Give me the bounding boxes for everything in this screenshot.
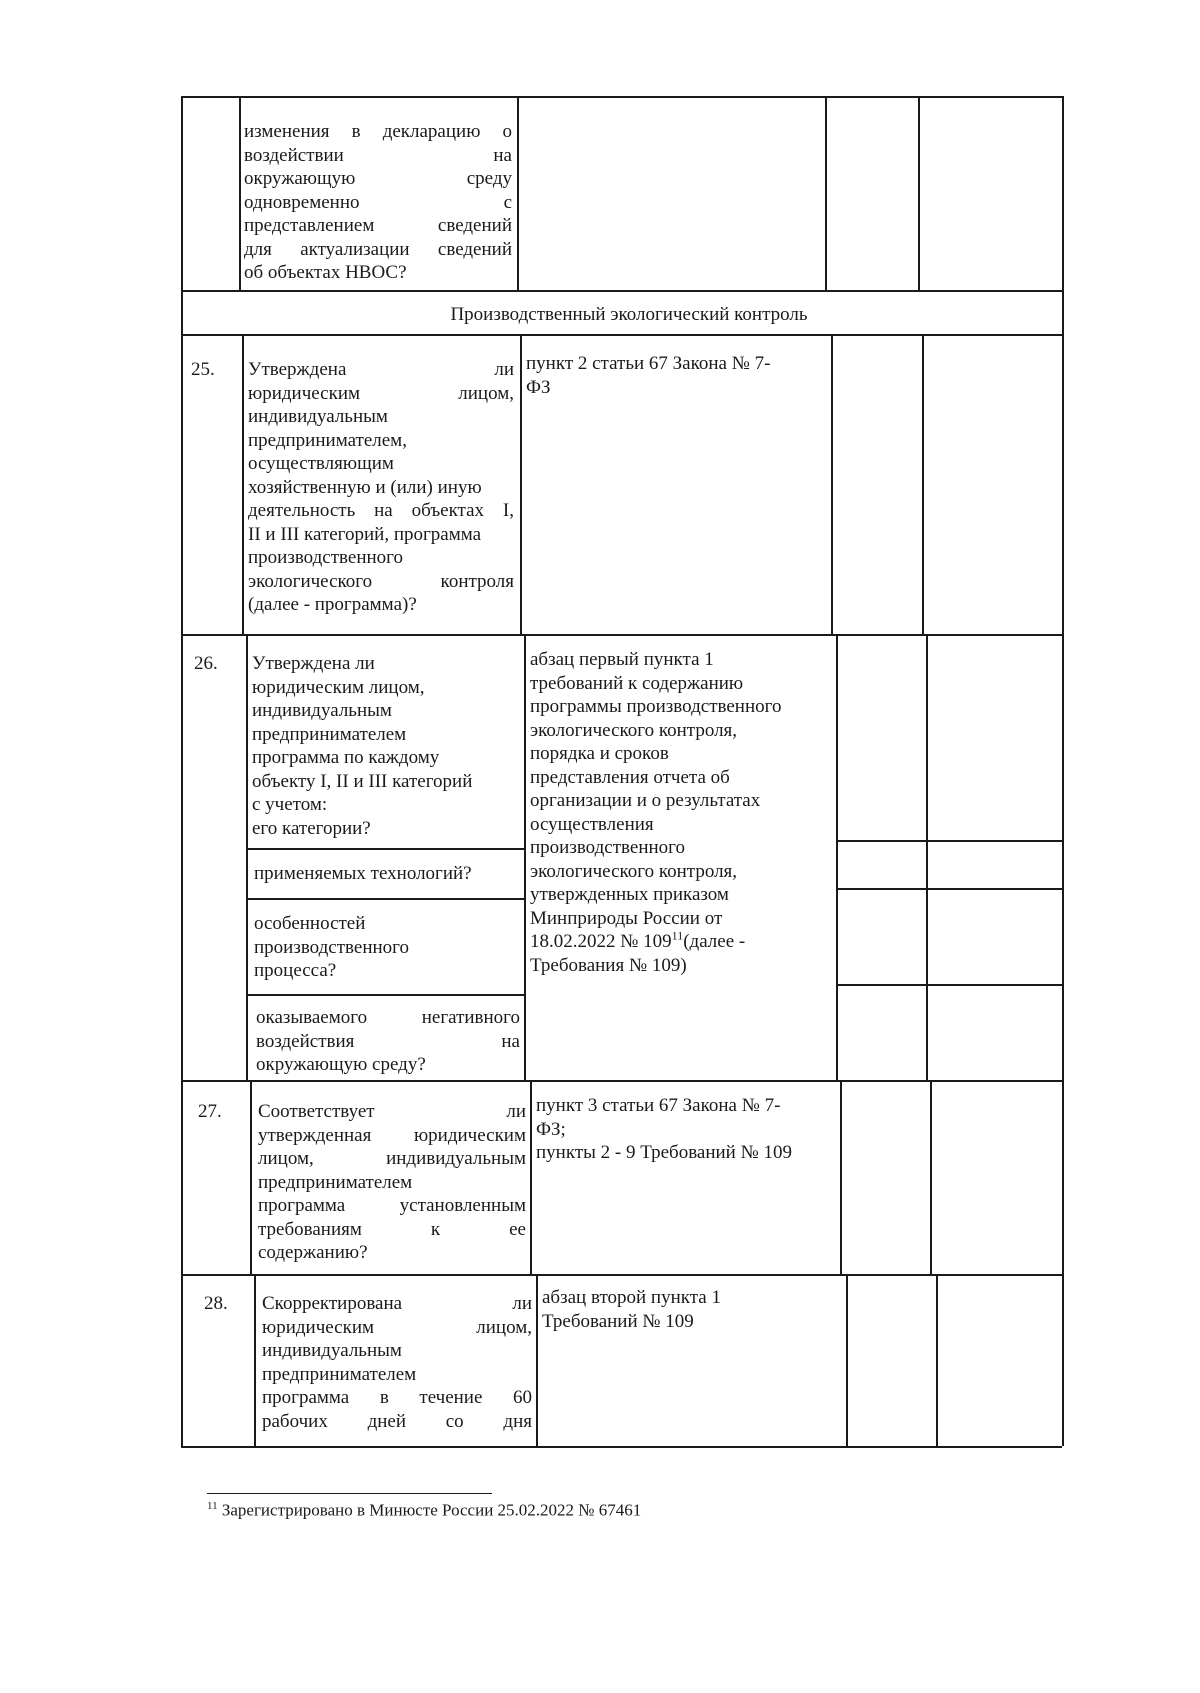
text-line: [262, 1292, 532, 1316]
question-sub-technologies: [254, 862, 522, 886]
text-line: [248, 476, 514, 500]
word: дней: [367, 1410, 407, 1432]
word: юридическим: [248, 382, 361, 404]
footnote-reference-marker[interactable]: 11: [671, 928, 684, 943]
footnote: [207, 1500, 641, 1521]
text-line: [262, 1410, 532, 1434]
word: ли: [494, 359, 514, 380]
footnote-marker: 11: [207, 1500, 218, 1512]
word: объектах: [411, 500, 485, 521]
word: (далее - программа)?: [248, 594, 417, 615]
row-border: [181, 634, 1062, 636]
table-bottom-border: [181, 1446, 1062, 1448]
status-column-border: [840, 1080, 842, 1274]
word: индивидуальным: [386, 1148, 526, 1169]
word: в: [351, 121, 361, 142]
word: с: [503, 191, 512, 213]
word: со: [445, 1410, 464, 1432]
word: оказываемого: [256, 1007, 368, 1028]
text-line: осуществления: [530, 813, 654, 835]
question-sub-impact: [256, 1006, 520, 1077]
row-border: [181, 1274, 1062, 1276]
word: ли: [506, 1101, 526, 1122]
row-border: [181, 290, 1062, 292]
text-line: представления отчета об: [530, 766, 730, 788]
reference-column-border: [517, 96, 519, 290]
word: в: [379, 1387, 389, 1408]
text-line: с учетом:: [252, 794, 328, 815]
word: требованиям: [258, 1218, 362, 1240]
word: производственного: [248, 547, 403, 568]
word: об объектах НВОС?: [244, 262, 407, 283]
text-line: Требований № 109: [542, 1310, 694, 1332]
word: содержанию?: [258, 1242, 368, 1263]
question-column-border: [239, 96, 241, 290]
text-line: [248, 358, 514, 382]
text-line: [262, 1316, 532, 1340]
word: осуществляющим: [248, 453, 394, 474]
text-line: производственного: [254, 936, 409, 958]
word: Соответствует: [258, 1101, 375, 1122]
question-column-border: [242, 334, 244, 634]
note-column-border: [930, 1080, 932, 1274]
text-line: [258, 1194, 526, 1218]
question-column-border: [254, 1274, 256, 1446]
word: на: [493, 144, 512, 166]
status-column-border: [825, 96, 827, 290]
text-line: ФЗ: [526, 376, 551, 398]
word: на: [501, 1030, 520, 1052]
text-line: [244, 191, 512, 215]
question-text-28: [262, 1292, 532, 1433]
word: программа: [258, 1195, 346, 1216]
text-line: порядка и сроков: [530, 743, 669, 764]
note-column-border: [922, 334, 924, 634]
word: декларацию: [382, 121, 481, 142]
status-column-border: [846, 1274, 848, 1446]
text-line: [248, 499, 514, 523]
text-line: [248, 593, 514, 617]
word: предпринимателем: [262, 1363, 417, 1385]
word: актуализации: [300, 238, 410, 260]
question-column-border: [246, 634, 248, 1080]
text-line: экологического контроля,: [530, 860, 738, 882]
reference-order-date: 18.02.2022 № 109: [530, 931, 672, 952]
word: установленным: [399, 1195, 526, 1216]
text-line: программа по каждому: [252, 747, 440, 768]
word: лицом,: [458, 382, 514, 404]
text-line: процесса?: [254, 960, 337, 981]
word: юридическим: [413, 1124, 526, 1146]
reference-column-border: [536, 1274, 538, 1446]
word: индивидуальным: [262, 1340, 402, 1361]
text-line: [248, 405, 514, 429]
row-number-26: 26.: [194, 653, 218, 674]
word: 60: [513, 1387, 532, 1408]
text-line: Минприроды России от: [530, 907, 723, 929]
word: представлением: [244, 215, 375, 236]
text-line: организации и о результатах: [530, 790, 761, 811]
reference-date-line: [530, 930, 832, 954]
text-line: [258, 1100, 526, 1124]
reference-column-border: [530, 1080, 532, 1274]
note-column-border: [926, 634, 928, 1080]
note-column-border: [936, 1274, 938, 1446]
text-line: [244, 167, 512, 191]
text-line: требований к содержанию: [530, 672, 744, 694]
word: ее: [509, 1218, 526, 1240]
text-line: программы производственного: [530, 696, 782, 717]
status-column-border: [831, 334, 833, 634]
text-line: [248, 452, 514, 476]
text-line: [248, 382, 514, 406]
text-line: Требования № 109): [530, 954, 687, 976]
word: воздействия: [256, 1030, 355, 1052]
row-number-28: 28.: [204, 1293, 228, 1314]
word: Утверждена: [248, 359, 347, 380]
text-line: [256, 1006, 520, 1030]
word: контроля: [440, 570, 514, 592]
text-line: утвержденных приказом: [530, 884, 729, 905]
table-right-border: [1062, 96, 1064, 1446]
word: предпринимателем: [258, 1171, 413, 1193]
reference-date-tail: (далее -: [683, 931, 746, 952]
footnote-separator: [207, 1493, 492, 1494]
word: течение: [419, 1387, 483, 1408]
text-line: производственного: [530, 837, 685, 858]
word: для: [244, 238, 272, 260]
section-title: Производственный экологический контроль: [450, 304, 808, 325]
text-line: юридическим лицом,: [252, 676, 425, 698]
word: юридическим: [262, 1316, 375, 1338]
text-line: [258, 1124, 526, 1148]
footnote-text: Зарегистрировано в Минюсте России 25.02.2022 № 67461: [221, 1500, 642, 1520]
reference-text-25: [526, 352, 826, 399]
reference-text-26: [530, 648, 832, 977]
word: индивидуальным: [248, 406, 388, 427]
word: лицом,: [476, 1316, 532, 1338]
status-column-border: [836, 634, 838, 1080]
question-column-border: [250, 1080, 252, 1274]
word: изменения: [244, 121, 330, 142]
word: окружающую: [244, 168, 356, 189]
text-line: абзац первый пункта 1: [530, 649, 714, 670]
text-line: предпринимателем: [252, 723, 407, 745]
text-line: применяемых технологий?: [254, 863, 472, 884]
text-line: его категории?: [252, 817, 371, 839]
text-line: [262, 1339, 532, 1363]
sub-row-border: [836, 984, 1062, 986]
word: деятельность: [248, 500, 356, 521]
text-line: ФЗ;: [536, 1118, 566, 1140]
word: сведений: [437, 238, 512, 260]
word: I,: [502, 500, 514, 521]
row-number-27: 27.: [198, 1101, 222, 1122]
text-line: [262, 1363, 532, 1387]
text-line: [262, 1386, 532, 1410]
text-line: экологического контроля,: [530, 719, 738, 741]
question-text-26: [252, 652, 522, 840]
word: программа: [262, 1387, 350, 1408]
question-text-continuation: [244, 120, 512, 285]
sub-row-border: [246, 848, 524, 850]
reference-text-27: [536, 1094, 838, 1165]
word: ли: [512, 1293, 532, 1314]
text-line: [256, 1053, 520, 1077]
text-line: [258, 1218, 526, 1242]
word: предпринимателем,: [248, 429, 407, 451]
text-line: пункт 2 статьи 67 Закона № 7-: [526, 353, 771, 374]
sub-row-border: [836, 840, 1062, 842]
word: к: [430, 1218, 441, 1240]
table-top-border: [181, 96, 1062, 98]
text-line: абзац второй пункта 1: [542, 1287, 721, 1308]
text-line: [248, 429, 514, 453]
word: одновременно: [244, 191, 360, 213]
text-line: [248, 570, 514, 594]
word: хозяйственную и (или) иную: [248, 476, 482, 498]
word: среду: [466, 168, 512, 189]
text-line: [244, 238, 512, 262]
word: лицом,: [258, 1148, 314, 1169]
text-line: [244, 144, 512, 168]
note-column-border: [918, 96, 920, 290]
reference-text-28: [542, 1286, 844, 1333]
text-line: [248, 546, 514, 570]
word: рабочих: [262, 1410, 328, 1432]
text-line: Утверждена ли: [252, 653, 375, 674]
word: о: [502, 121, 512, 142]
text-line: объекту I, II и III категорий: [252, 770, 473, 792]
question-sub-process: [254, 912, 522, 983]
row-border: [181, 334, 1062, 336]
word: сведений: [437, 215, 512, 236]
word: воздействии: [244, 144, 344, 166]
word: окружающую среду?: [256, 1054, 426, 1075]
text-line: [258, 1147, 526, 1171]
text-line: [244, 261, 512, 285]
reference-column-border: [520, 334, 522, 634]
word: Скорректирована: [262, 1293, 403, 1314]
reference-column-border: [524, 634, 526, 1080]
text-line: [256, 1030, 520, 1054]
sub-row-border: [246, 898, 524, 900]
word: утвержденная: [258, 1124, 372, 1146]
word: на: [374, 500, 393, 521]
sub-row-border: [836, 888, 1062, 890]
question-text-27: [258, 1100, 526, 1265]
text-line: [244, 120, 512, 144]
text-line: [248, 523, 514, 547]
question-text-25: [248, 358, 514, 617]
word: негативного: [421, 1007, 520, 1028]
table-left-border: [181, 96, 183, 1446]
text-line: индивидуальным: [252, 700, 392, 721]
sub-row-border: [246, 994, 524, 996]
word: экологического: [248, 570, 373, 592]
text-line: [258, 1241, 526, 1265]
text-line: пункт 3 статьи 67 Закона № 7-: [536, 1095, 781, 1116]
row-number-25: 25.: [191, 359, 215, 380]
text-line: [244, 214, 512, 238]
text-line: пункты 2 - 9 Требований № 109: [536, 1142, 792, 1163]
word: II и III категорий, программа: [248, 523, 482, 545]
text-line: особенностей: [254, 913, 366, 934]
word: дня: [503, 1410, 532, 1432]
text-line: [258, 1171, 526, 1195]
